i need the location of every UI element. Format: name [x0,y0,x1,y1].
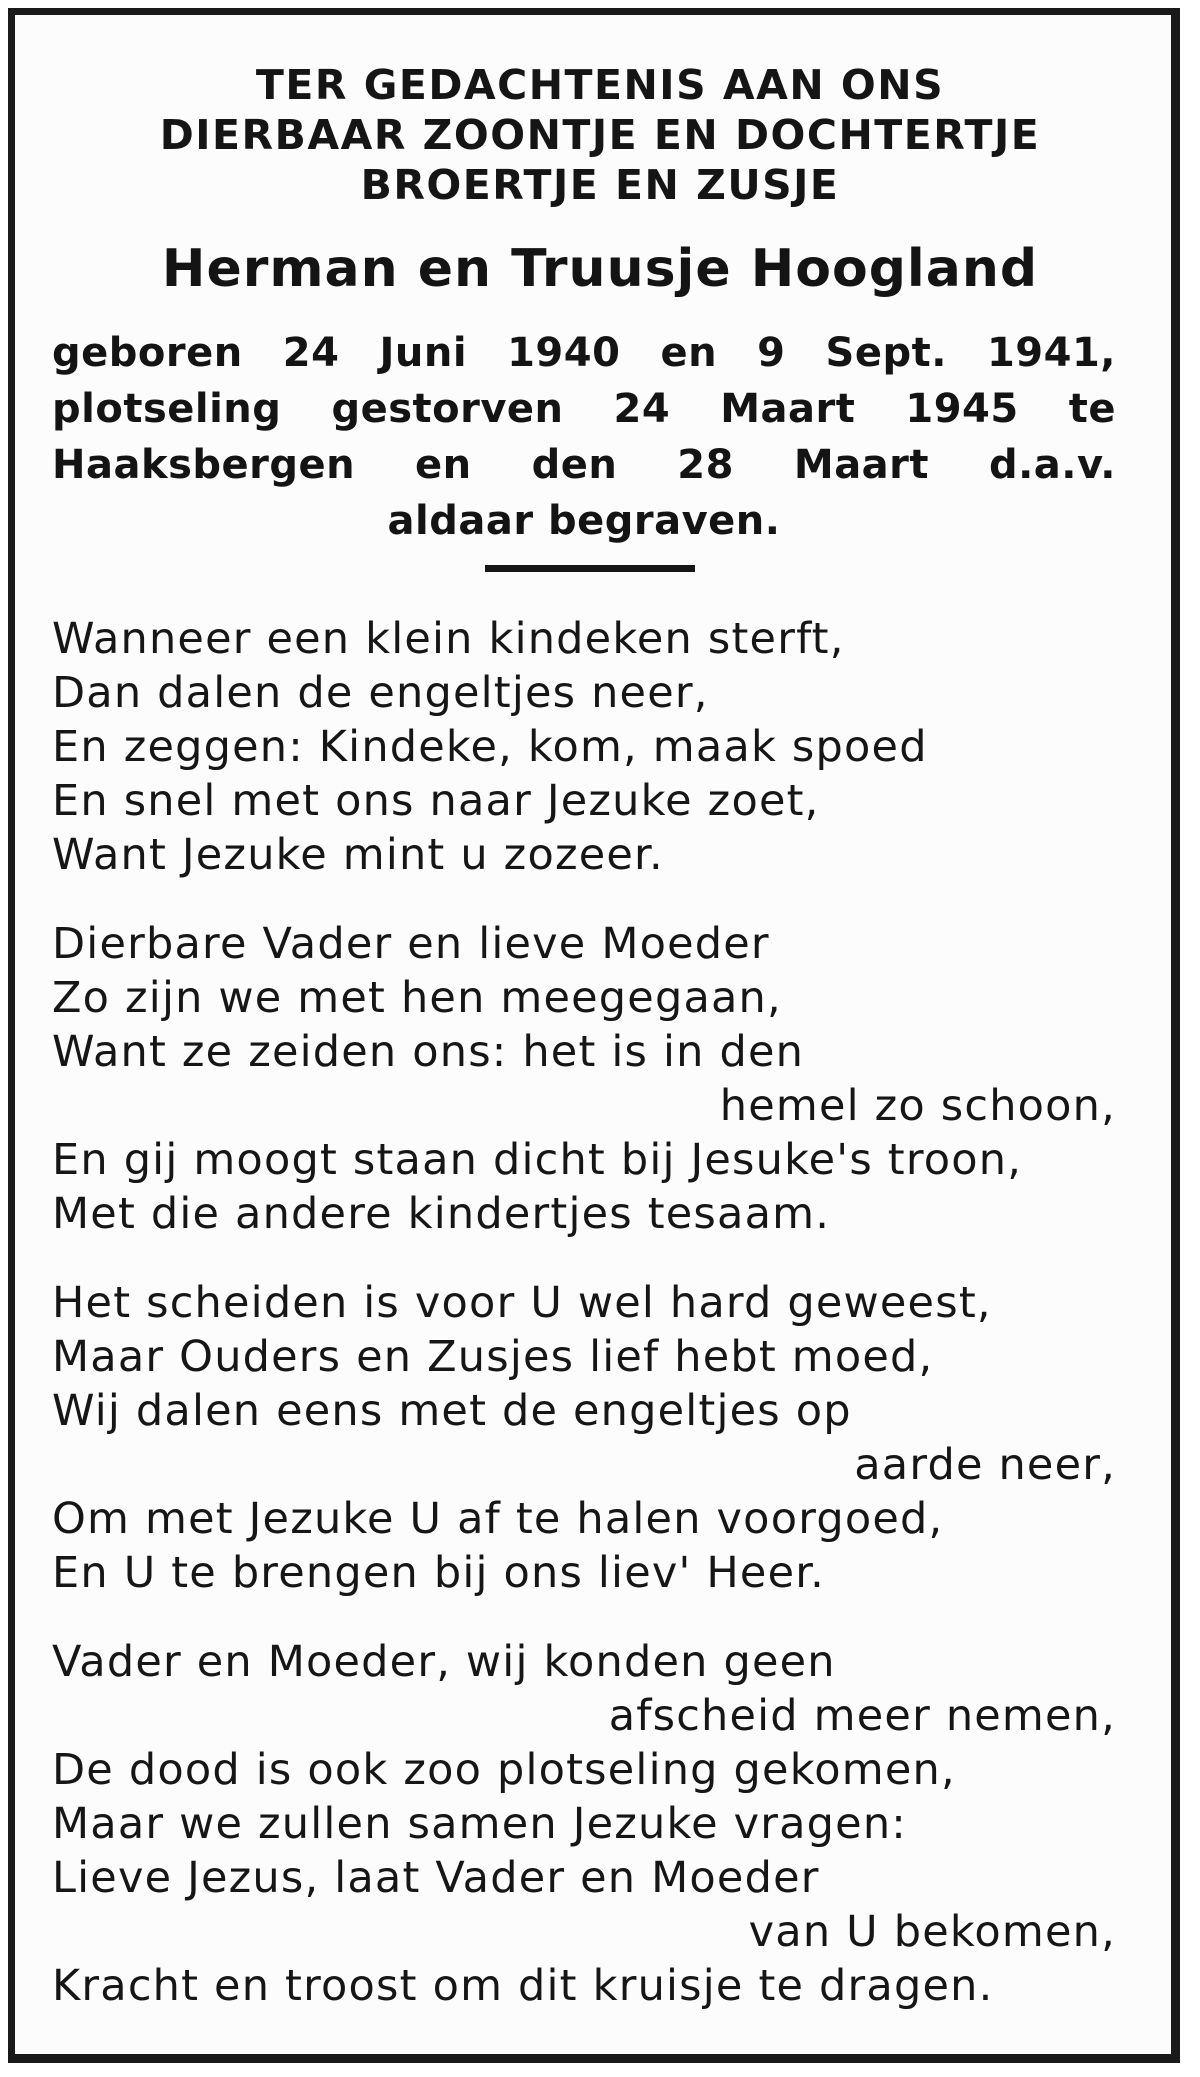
poem-line: Om met Jezuke U af te halen voorgoed, [52,1494,944,1544]
poem-line: Zo zijn we met hen meegegaan, [52,973,782,1023]
poem-line: Met die andere kindertjes tesaam. [52,1189,831,1239]
header-line-1: TER GEDACHTENIS AAN ONS [255,61,945,109]
bio-line: geboren 24 Juni 1940 en 9 Sept. 1941, [52,330,1116,376]
poem-line: Want ze zeiden ons: het is in den [52,1027,805,1077]
poem-line: Dierbare Vader en lieve Moeder [52,919,770,969]
poem-line: Maar we zullen samen Jezuke vragen: [52,1799,907,1849]
poem-line: Kracht en troost om dit kruisje te dragen. [52,1961,994,2011]
poem-line: En gij moogt staan dicht bij Jesuke's troon, [52,1135,1023,1185]
poem-stanza-3 [52,1276,1116,1600]
memorial-poem [52,612,1116,2048]
poem-line: Vader en Moeder, wij konden geen [52,1637,836,1687]
poem-line: Het scheiden is voor U wel hard geweest, [52,1278,992,1328]
biographical-details [52,325,1116,549]
bio-line: aldaar begraven. [387,498,781,544]
poem-line: En zeggen: Kindeke, kom, maak spoed [52,722,928,772]
bio-line: Haaksbergen en den 28 Maart d.a.v. [52,442,1116,488]
header-line-2: DIERBAAR ZOONTJE EN DOCHTERTJE [159,111,1041,159]
poem-line: En snel met ons naar Jezuke zoet, [52,776,820,826]
poem-stanza-4 [52,1635,1116,2013]
poem-line: De dood is ook zoo plotseling gekomen, [52,1745,956,1795]
divider-rule [485,565,695,572]
memorial-header [0,60,1200,210]
poem-stanza-1 [52,612,1116,882]
poem-line: van U bekomen, [748,1907,1116,1957]
bio-line: plotseling gestorven 24 Maart 1945 te [52,386,1116,432]
poem-line: En U te brengen bij ons liev' Heer. [52,1548,826,1598]
header-line-3: BROERTJE EN ZUSJE [360,161,840,209]
poem-line: hemel zo schoon, [719,1081,1116,1131]
poem-line: Wanneer een klein kindeken sterft, [52,614,845,664]
poem-stanza-2 [52,917,1116,1241]
poem-line: Lieve Jezus, laat Vader en Moeder [52,1853,820,1903]
poem-line: Wij dalen eens met de engeltjes op [52,1386,852,1436]
poem-line: aarde neer, [854,1440,1116,1490]
poem-line: Maar Ouders en Zusjes lief hebt moed, [52,1332,934,1382]
poem-line: Dan dalen de engeltjes neer, [52,668,709,718]
poem-line: afscheid meer nemen, [608,1691,1116,1741]
poem-line: Want Jezuke mint u zozeer. [52,830,664,880]
deceased-names: Herman en Truusje Hoogland [161,239,1039,299]
